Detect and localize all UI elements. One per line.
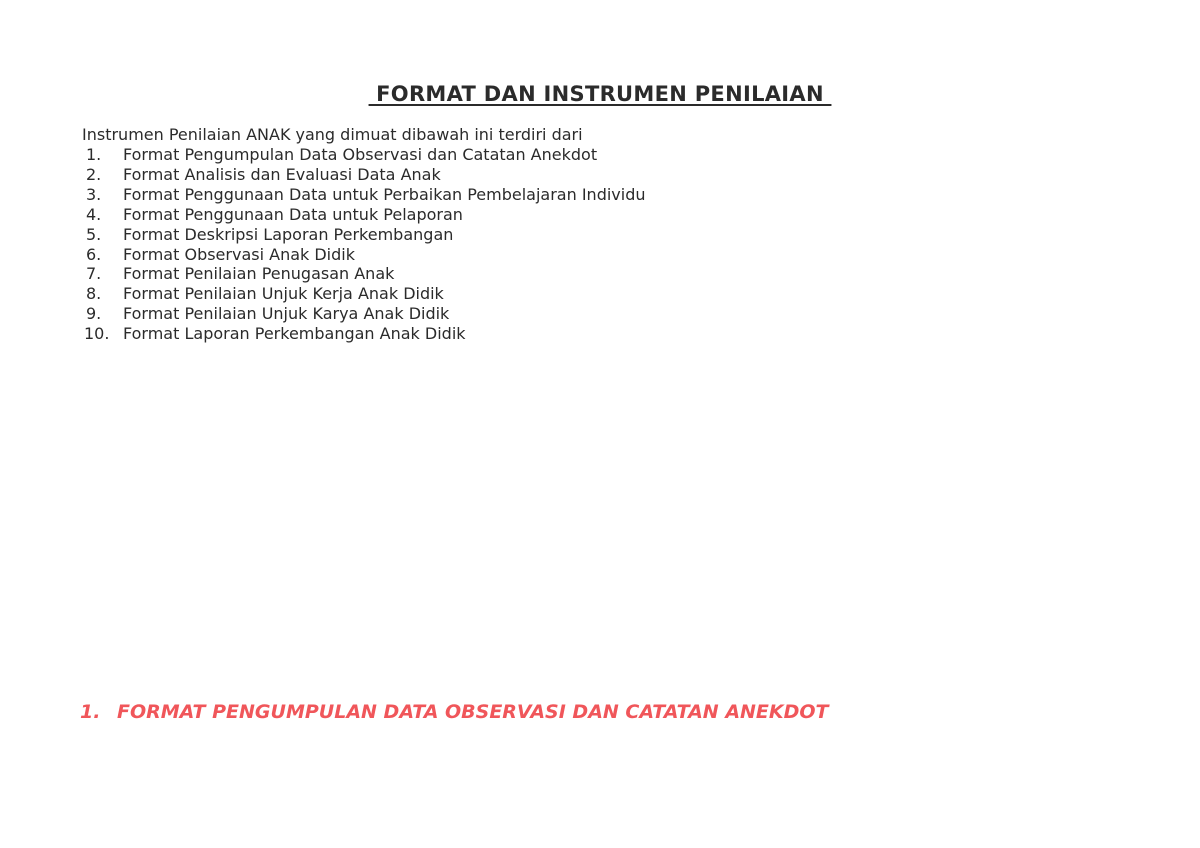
list-item — [82, 145, 646, 165]
list-item-label: Format Penilaian Unjuk Karya Anak Didik — [123, 304, 450, 324]
list-item-label: Format Laporan Perkembangan Anak Didik — [123, 324, 466, 344]
list-item — [82, 264, 646, 284]
list-item — [82, 205, 646, 225]
list-item-label: Format Penilaian Penugasan Anak — [123, 264, 395, 284]
format-list — [82, 145, 646, 344]
list-item-label: Format Pengumpulan Data Observasi dan Catatan Anekdot — [123, 145, 598, 164]
list-item — [82, 225, 646, 245]
page-title: FORMAT DAN INSTRUMEN PENILAIAN — [368, 82, 832, 106]
list-item-label: Format Deskripsi Laporan Perkembangan — [123, 224, 454, 244]
list-item — [82, 324, 646, 344]
list-item — [82, 304, 646, 324]
list-item-label: Format Analisis dan Evaluasi Data Anak — [123, 164, 441, 184]
list-item-label: Format Penggunaan Data untuk Perbaikan Pembelajaran Individu — [123, 184, 646, 204]
list-item — [82, 185, 646, 205]
list-item — [82, 245, 646, 265]
list-item-label: Format Penggunaan Data untuk Pelaporan — [123, 204, 463, 224]
list-item-label: Format Penilaian Unjuk Kerja Anak Didik — [123, 284, 444, 304]
list-item-number: 8. — [86, 284, 102, 304]
section-heading-label: FORMAT PENGUMPULAN DATA OBSERVASI DAN CATATAN ANEKDOT — [117, 701, 829, 723]
list-item-number: 9. — [86, 304, 102, 324]
list-item-label: Format Observasi Anak Didik — [123, 244, 355, 264]
list-item-number: 5. — [86, 224, 102, 244]
intro-text: Instrumen Penilaian ANAK yang dimuat dibawah ini terdiri dari — [82, 125, 583, 144]
section-heading-number: 1. — [80, 701, 101, 723]
list-item-number: 4. — [86, 204, 102, 224]
list-item-number: 2. — [86, 164, 102, 184]
list-item-number: 6. — [86, 244, 102, 264]
list-item — [82, 284, 646, 304]
list-item-number: 1. — [86, 145, 102, 164]
list-item-number: 3. — [86, 184, 102, 204]
section-heading — [80, 701, 829, 723]
list-item-number: 10. — [84, 324, 110, 344]
list-item — [82, 165, 646, 185]
list-item-number: 7. — [86, 264, 102, 284]
